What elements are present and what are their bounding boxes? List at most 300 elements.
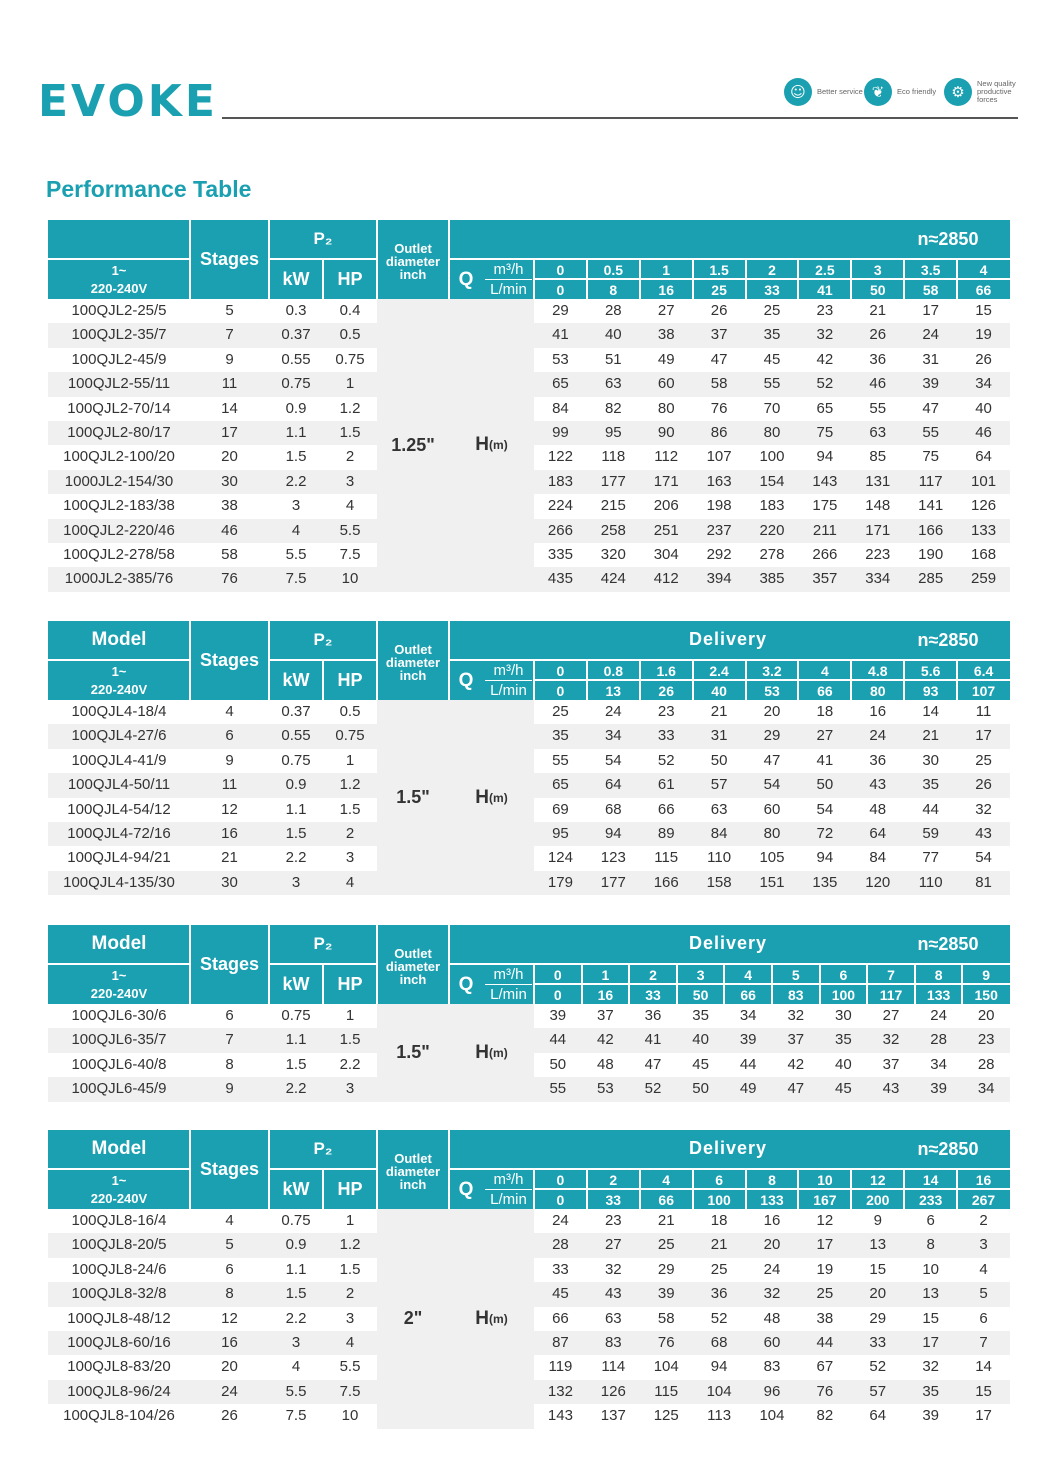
stages-cell: 11 xyxy=(221,776,238,794)
flow-m3h-value: 5.6 xyxy=(920,662,941,679)
flow-lmin-value: 26 xyxy=(658,682,674,699)
head-value-cell: 7 xyxy=(979,1334,988,1351)
head-label xyxy=(449,700,534,895)
head-value-cell: 63 xyxy=(604,375,622,393)
head-value-cell: 19 xyxy=(816,1260,834,1278)
delivery-header: Delivery xyxy=(688,1137,768,1158)
head-value-cell: 43 xyxy=(882,1080,900,1098)
head-value-cell: 163 xyxy=(706,472,732,490)
flow-m3h-value: 6 xyxy=(839,966,848,983)
q-label: Q xyxy=(458,973,474,995)
kw-cell: 0.75 xyxy=(281,375,311,393)
head-value-cell: 83 xyxy=(604,1334,622,1351)
head-value-cell: 50 xyxy=(710,751,728,769)
head-value-cell: 4 xyxy=(979,1260,988,1278)
lmin-label: L/min xyxy=(490,986,527,1003)
head-value-cell: 23 xyxy=(816,302,834,319)
q-label: Q xyxy=(458,669,474,691)
flow-m3h-value: 4.8 xyxy=(868,662,888,679)
m3h-label: m³/h xyxy=(493,966,524,983)
model-cell: 100QJL2-25/5 xyxy=(71,302,167,319)
head-value-cell: 26 xyxy=(710,302,728,319)
header-divider-h xyxy=(534,1188,1010,1190)
head-value-cell: 33 xyxy=(869,1334,887,1351)
flow-m3h-value: 7 xyxy=(887,966,895,983)
flow-m3h-value: 6.4 xyxy=(973,662,994,679)
header-divider-h xyxy=(269,963,377,965)
head-value-cell: 42 xyxy=(787,1055,805,1073)
head-value-cell: 29 xyxy=(657,1260,675,1278)
head-value-cell: 104 xyxy=(706,1382,732,1400)
flow-m3h-value: 4 xyxy=(662,1171,671,1188)
head-value-cell: 84 xyxy=(869,849,887,867)
outlet-value: 1.5" xyxy=(377,1004,449,1102)
head-value-cell: 58 xyxy=(710,375,728,393)
header-divider xyxy=(222,117,1018,119)
outlet-header-line: Outlet xyxy=(394,642,432,657)
head-value-cell: 166 xyxy=(653,873,679,891)
performance-table xyxy=(48,220,1010,592)
head-value-cell: 24 xyxy=(930,1007,947,1024)
head-value-cell: 320 xyxy=(600,546,626,563)
head-value-cell: 39 xyxy=(549,1007,567,1024)
performance-table xyxy=(48,1130,1010,1429)
phase-label: 1~ xyxy=(111,967,127,983)
kw-cell: 1.1 xyxy=(285,1031,307,1049)
head-value-cell: 23 xyxy=(977,1031,995,1049)
head-value-cell: 64 xyxy=(604,776,622,794)
badge-better-service xyxy=(784,78,863,106)
head-value-cell: 266 xyxy=(812,546,838,563)
hp-header: HP xyxy=(337,974,363,994)
speed-label: n≈2850 xyxy=(917,933,979,954)
kw-cell: 1.1 xyxy=(285,800,307,818)
head-value-cell: 60 xyxy=(763,800,781,818)
flow-m3h-value: 2 xyxy=(768,261,776,278)
head-value-cell: 30 xyxy=(835,1007,852,1024)
kw-cell: 3 xyxy=(291,1334,301,1351)
section-title: Performance Table xyxy=(46,176,252,202)
head-value-cell: 50 xyxy=(816,776,834,794)
head-value-cell: 40 xyxy=(604,326,622,344)
head-value-cell: 87 xyxy=(552,1334,569,1351)
lmin-label: L/min xyxy=(490,1191,527,1208)
head-value-cell: 80 xyxy=(763,424,781,441)
head-value-cell: 95 xyxy=(604,424,622,441)
flow-m3h-value: 3 xyxy=(696,966,705,983)
head-value-cell: 6 xyxy=(926,1212,935,1229)
hp-cell: 4 xyxy=(345,1334,355,1351)
stages-cell: 21 xyxy=(221,849,238,867)
kw-cell: 5.5 xyxy=(285,546,307,563)
model-cell: 1000JL2-154/30 xyxy=(64,472,174,490)
model-cell: 100QJL6-40/8 xyxy=(71,1055,167,1073)
head-value-cell: 84 xyxy=(552,399,569,417)
head-value-cell: 100 xyxy=(759,448,785,466)
head-value-cell: 171 xyxy=(865,521,891,539)
header-divider-h xyxy=(534,679,1010,681)
header-divider-h xyxy=(48,659,190,661)
flow-lmin-value: 58 xyxy=(922,281,939,298)
flow-m3h-value: 0.8 xyxy=(603,662,624,679)
stages-cell: 58 xyxy=(221,546,238,563)
outlet-header-line: inch xyxy=(399,267,427,282)
table-header xyxy=(48,925,1010,1004)
flow-m3h-value: 9 xyxy=(982,966,991,983)
head-value-cell: 57 xyxy=(710,776,728,794)
stages-cell: 7 xyxy=(225,326,234,344)
head-value-cell: 63 xyxy=(710,800,728,818)
flow-m3h-value: 2.4 xyxy=(709,662,729,679)
stages-cell: 4 xyxy=(225,703,234,720)
head-value-cell: 115 xyxy=(654,1382,679,1400)
head-value-cell: 33 xyxy=(657,727,675,745)
stages-cell: 9 xyxy=(225,350,234,368)
stages-cell: 26 xyxy=(221,1407,238,1425)
stages-header: Stages xyxy=(199,954,260,974)
kw-header: kW xyxy=(282,269,310,289)
head-value-cell: 34 xyxy=(604,727,622,745)
model-cell: 100QJL8-20/5 xyxy=(71,1236,167,1254)
head-value-cell: 112 xyxy=(654,448,679,466)
flow-m3h-value: 14 xyxy=(922,1171,939,1188)
hp-cell: 0.75 xyxy=(335,727,365,745)
outlet-value: 1.5" xyxy=(377,700,449,895)
head-value-cell: 12 xyxy=(816,1212,834,1229)
flow-lmin-value: 40 xyxy=(711,682,727,699)
outlet-header xyxy=(377,621,449,702)
flow-lmin-value: 33 xyxy=(645,986,661,1003)
head-value-cell: 25 xyxy=(710,1260,728,1278)
head-value-cell: 48 xyxy=(597,1055,614,1073)
head-value-cell: 54 xyxy=(604,751,622,769)
badge-text: New quality productive forces xyxy=(977,79,1016,104)
head-value-cell: 32 xyxy=(763,1285,781,1303)
model-cell: 100QJL2-220/46 xyxy=(63,521,175,539)
hp-cell: 5.5 xyxy=(339,521,361,539)
head-value-cell: 48 xyxy=(763,1309,781,1327)
table-body xyxy=(48,1209,1010,1429)
kw-cell: 3 xyxy=(291,497,301,515)
m3h-label: m³/h xyxy=(493,662,524,679)
head-value-cell: 96 xyxy=(763,1382,781,1400)
head-value-cell: 21 xyxy=(657,1212,675,1229)
head-value-cell: 9 xyxy=(873,1212,882,1229)
hp-cell: 1.5 xyxy=(339,800,361,818)
kw-cell: 0.75 xyxy=(281,751,311,769)
lmin-label: L/min xyxy=(490,281,527,298)
head-value-cell: 44 xyxy=(739,1055,757,1073)
head-value-cell: 32 xyxy=(922,1358,939,1376)
kw-cell: 0.55 xyxy=(281,350,311,368)
head-value-cell: 13 xyxy=(922,1285,939,1303)
head-value-cell: 37 xyxy=(597,1007,614,1024)
outlet-header-line: diameter xyxy=(385,655,441,670)
outlet-value: 2" xyxy=(377,1209,449,1429)
flow-lmin-value: 100 xyxy=(831,986,856,1003)
lmin-label: L/min xyxy=(490,682,527,699)
stages-cell: 12 xyxy=(221,800,238,818)
head-value-cell: 82 xyxy=(816,1407,834,1425)
model-header: Model xyxy=(91,1138,147,1159)
hp-cell: 1.5 xyxy=(339,1260,361,1278)
head-value-cell: 94 xyxy=(816,448,834,466)
head-value-cell: 133 xyxy=(971,521,997,539)
head-value-cell: 258 xyxy=(600,521,626,539)
head-value-cell: 435 xyxy=(547,570,573,588)
table-body xyxy=(48,1004,1010,1102)
head-value-cell: 15 xyxy=(922,1309,939,1327)
kw-cell: 4 xyxy=(291,521,301,539)
outlet-header-line: inch xyxy=(399,668,427,683)
head-value-cell: 53 xyxy=(597,1080,614,1098)
flow-lmin-value: 66 xyxy=(658,1191,674,1208)
head-value-cell: 60 xyxy=(657,375,675,393)
head-value-cell: 124 xyxy=(547,849,573,867)
head-value-cell: 99 xyxy=(552,424,569,441)
model-cell: 100QJL4-27/6 xyxy=(71,727,167,745)
head-value-cell: 412 xyxy=(653,570,679,588)
stages-cell: 5 xyxy=(225,1236,234,1254)
head-value-cell: 18 xyxy=(710,1212,728,1229)
head-value-cell: 17 xyxy=(975,727,992,745)
flow-lmin-value: 0 xyxy=(556,281,565,298)
stages-cell: 46 xyxy=(221,521,238,539)
head-value-cell: 52 xyxy=(710,1309,728,1327)
head-value-cell: 50 xyxy=(549,1055,567,1073)
head-value-cell: 44 xyxy=(816,1334,834,1351)
flow-m3h-value: 2 xyxy=(649,966,657,983)
head-value-cell: 251 xyxy=(653,521,679,539)
outlet-header-line: inch xyxy=(399,972,427,987)
stages-cell: 76 xyxy=(221,570,238,588)
head-value-cell: 179 xyxy=(547,873,573,891)
head-value-cell: 424 xyxy=(600,570,626,588)
header-divider-v xyxy=(322,661,324,700)
head-value-cell: 15 xyxy=(975,1382,992,1400)
head-value-cell: 37 xyxy=(787,1031,805,1049)
head-value-cell: 15 xyxy=(975,302,992,319)
head-value-cell: 70 xyxy=(763,399,781,417)
stages-cell: 20 xyxy=(221,1358,238,1376)
kw-cell: 1.5 xyxy=(285,825,307,842)
delivery-header: Delivery xyxy=(688,628,768,649)
hp-cell: 2 xyxy=(345,448,355,466)
head-value-cell: 46 xyxy=(975,424,992,441)
kw-cell: 2.2 xyxy=(285,472,307,490)
head-value-cell: 215 xyxy=(600,497,626,515)
head-value-cell: 23 xyxy=(657,703,675,720)
voltage-label: 220-240V xyxy=(90,985,148,1001)
hp-cell: 1.5 xyxy=(339,424,361,441)
head-value-cell: 11 xyxy=(975,703,992,720)
head-value-cell: 24 xyxy=(604,703,622,720)
table-header xyxy=(48,220,1010,299)
stages-cell: 30 xyxy=(221,472,238,490)
table-body xyxy=(48,700,1010,895)
head-value-cell: 14 xyxy=(922,703,939,720)
header-divider-h xyxy=(534,278,1010,280)
hp-cell: 1.2 xyxy=(339,399,361,417)
flow-lmin-value: 13 xyxy=(605,682,622,699)
head-value-cell: 64 xyxy=(869,1407,887,1425)
head-value-cell: 335 xyxy=(547,546,573,563)
head-value-cell: 334 xyxy=(865,570,891,588)
head-value-cell: 23 xyxy=(604,1212,622,1229)
head-value-cell: 39 xyxy=(922,1407,939,1425)
flow-m3h-value: 8 xyxy=(768,1171,776,1188)
head-value-cell: 89 xyxy=(657,825,675,842)
head-value-cell: 39 xyxy=(739,1031,757,1049)
head-value-cell: 25 xyxy=(552,703,569,720)
head-value-cell: 26 xyxy=(975,776,992,794)
q-label: Q xyxy=(458,1178,474,1200)
head-value-cell: 40 xyxy=(835,1055,852,1073)
outlet-header xyxy=(377,220,449,301)
stages-header: Stages xyxy=(199,650,260,670)
head-value-cell: 47 xyxy=(710,350,728,368)
head-value-cell: 95 xyxy=(552,825,569,842)
header-divider-h xyxy=(48,963,190,965)
head-value-cell: 132 xyxy=(547,1382,573,1400)
head-value-cell: 26 xyxy=(975,350,992,368)
head-value-cell: 65 xyxy=(552,776,569,794)
kw-cell: 2.2 xyxy=(285,849,307,867)
model-cell: 100QJL8-104/26 xyxy=(63,1407,175,1425)
head-value-cell: 28 xyxy=(552,1236,569,1254)
stages-cell: 12 xyxy=(221,1309,238,1327)
head-value-cell: 35 xyxy=(835,1031,852,1049)
voltage-label: 220-240V xyxy=(90,280,148,296)
flow-m3h-value: 0 xyxy=(556,662,565,679)
header-divider-h xyxy=(449,659,1010,661)
head-value-cell: 41 xyxy=(552,326,569,344)
head-value-cell: 38 xyxy=(657,326,675,344)
head-value-cell: 20 xyxy=(869,1285,887,1303)
head-value-cell: 55 xyxy=(549,1080,567,1098)
head-value-cell: 37 xyxy=(710,326,728,344)
flow-m3h-value: 0 xyxy=(553,966,562,983)
head-value-cell: 68 xyxy=(604,800,622,818)
head-value-cell: 8 xyxy=(926,1236,935,1254)
head-value-cell: 58 xyxy=(657,1309,675,1327)
head-value-cell: 27 xyxy=(882,1007,900,1024)
badge-text: Eco friendly xyxy=(897,87,937,96)
eco-leaf-icon: ❦ xyxy=(864,78,892,106)
kw-cell: 0.37 xyxy=(281,703,311,720)
model-cell: 100QJL8-16/4 xyxy=(71,1212,167,1229)
head-value-cell: 13 xyxy=(869,1236,887,1254)
table-header xyxy=(48,621,1010,700)
flow-m3h-value: 0.5 xyxy=(603,261,624,278)
head-value-cell: 259 xyxy=(971,570,997,588)
head-value-cell: 94 xyxy=(604,825,622,842)
head-value-cell: 42 xyxy=(816,350,834,368)
head-value-cell: 24 xyxy=(552,1212,569,1229)
head-value-cell: 40 xyxy=(975,399,992,417)
head-value-cell: 40 xyxy=(692,1031,709,1049)
kw-cell: 0.9 xyxy=(285,399,307,417)
kw-cell: 3 xyxy=(291,873,301,891)
head-value-cell: 76 xyxy=(816,1382,834,1400)
head-value-cell: 177 xyxy=(600,472,626,490)
flow-lmin-value: 66 xyxy=(817,682,833,699)
head-value-cell: 28 xyxy=(604,302,622,319)
outlet-header-line: Outlet xyxy=(394,946,432,961)
head-value-cell: 26 xyxy=(869,326,887,344)
head-value-cell: 37 xyxy=(882,1055,900,1073)
head-value-cell: 55 xyxy=(763,375,781,393)
outlet-value: 1.25" xyxy=(377,299,449,592)
head-value-cell: 30 xyxy=(922,751,939,769)
head-value-cell: 65 xyxy=(816,399,834,417)
head-value-cell: 49 xyxy=(657,350,675,368)
head-label-h: H xyxy=(475,786,490,808)
head-value-cell: 76 xyxy=(710,399,728,417)
head-value-cell: 36 xyxy=(644,1007,662,1024)
flow-lmin-value: 41 xyxy=(817,281,833,298)
head-value-cell: 198 xyxy=(706,497,732,515)
voltage-label: 220-240V xyxy=(90,1190,148,1206)
header-divider-h xyxy=(269,1168,377,1170)
hp-cell: 0.5 xyxy=(339,326,361,344)
outlet-header-line: inch xyxy=(399,1177,427,1192)
hp-cell: 0.5 xyxy=(339,703,361,720)
head-value-cell: 21 xyxy=(710,703,728,720)
head-value-cell: 158 xyxy=(706,873,732,891)
head-value-cell: 36 xyxy=(869,350,887,368)
flow-m3h-value: 4 xyxy=(820,662,829,679)
model-cell: 100QJL2-100/20 xyxy=(63,448,175,466)
header-divider-h xyxy=(449,963,1010,965)
model-cell: 100QJL2-183/38 xyxy=(63,497,175,515)
head-value-cell: 44 xyxy=(549,1031,567,1049)
table-body xyxy=(48,299,1010,592)
head-value-cell: 43 xyxy=(975,825,992,842)
head-value-cell: 55 xyxy=(922,424,939,441)
head-label-unit: (m) xyxy=(489,1045,508,1060)
kw-cell: 0.37 xyxy=(281,326,311,344)
head-value-cell: 117 xyxy=(918,472,943,490)
head-value-cell: 35 xyxy=(692,1007,709,1024)
head-value-cell: 32 xyxy=(975,800,992,818)
flow-lmin-value: 233 xyxy=(918,1191,943,1208)
kw-cell: 0.9 xyxy=(285,776,307,794)
kw-cell: 0.55 xyxy=(281,727,311,745)
head-value-cell: 84 xyxy=(710,825,728,842)
flow-m3h-value: 4 xyxy=(744,966,753,983)
head-value-cell: 141 xyxy=(918,497,944,515)
kw-cell: 0.75 xyxy=(281,1007,311,1024)
head-value-cell: 41 xyxy=(816,751,834,769)
head-value-cell: 21 xyxy=(869,302,887,319)
head-value-cell: 50 xyxy=(692,1080,709,1098)
head-value-cell: 104 xyxy=(759,1407,785,1425)
flow-lmin-value: 25 xyxy=(711,281,727,298)
head-value-cell: 17 xyxy=(922,302,939,319)
outlet-header-line: diameter xyxy=(385,959,441,974)
model-cell: 100QJL8-48/12 xyxy=(67,1309,171,1327)
m3h-label: m³/h xyxy=(493,261,524,278)
flow-lmin-value: 33 xyxy=(605,1191,622,1208)
head-value-cell: 69 xyxy=(552,800,569,818)
stages-cell: 17 xyxy=(221,424,238,441)
head-value-cell: 183 xyxy=(759,497,785,515)
model-cell: 100QJL2-55/11 xyxy=(67,375,171,393)
head-label-h: H xyxy=(475,1307,490,1329)
head-value-cell: 27 xyxy=(604,1236,622,1254)
head-value-cell: 17 xyxy=(922,1334,939,1351)
